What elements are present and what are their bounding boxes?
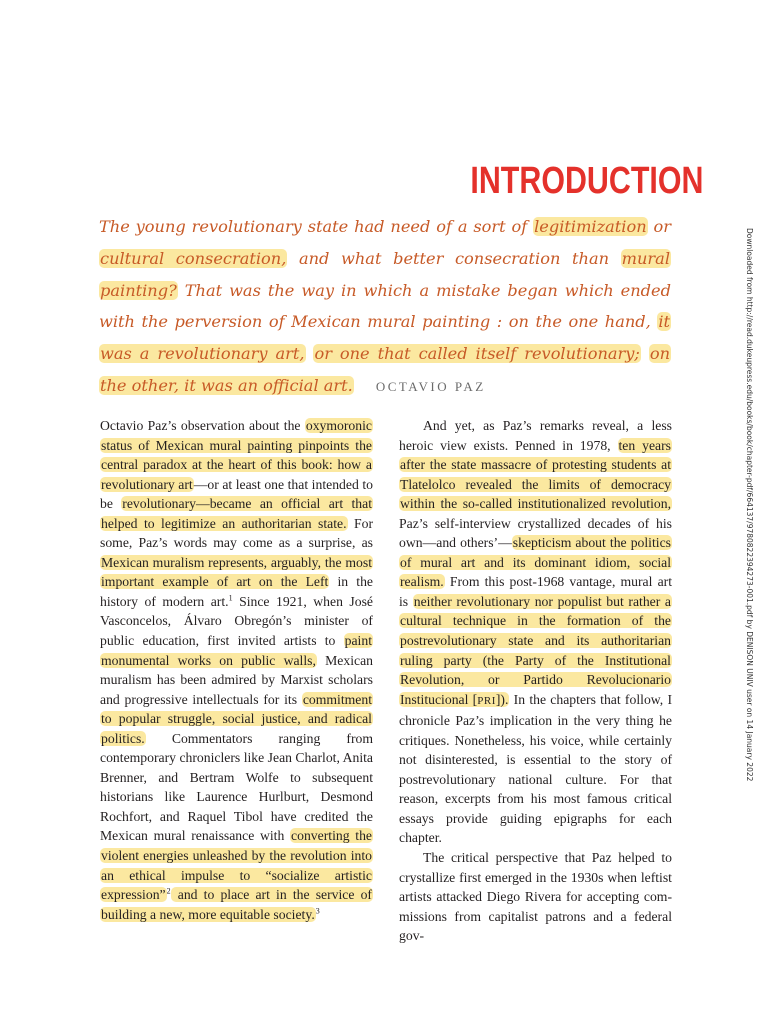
body-text: Mexican muralism has been admired by Marxist scholars and progressive intellectuals for its [100,652,373,707]
highlight: oxymoronic status of Mexican mural painting pinpoints the central paradox at the heart of this book: how a revolutionary art [101,418,372,492]
highlight: cultural consecration, [100,248,287,268]
footnote-marker: 2 [166,886,171,896]
highlight: it was a revolutionary art, [100,312,670,364]
body-column-right [399,416,672,946]
highlight: skepticism about the politics of mural art and its dominant idiom, social realism. [400,535,671,590]
highlight-text: neither revolutionary nor populist but rather a cultural technique in the formation of the postrevolutionary state and its authoritarian ruling party (the Party of the Institutional Revolution, or Partido Revolucionario Institucional [ [400,593,671,707]
body-text: For some, Paz’s words may come as a surprise, as [100,515,374,551]
epigraph-attribution: OCTAVIO PAZ [375,378,486,394]
body-text: Paz’s self-interview crystallized decades of his own—and others’— [399,515,672,551]
highlight: Mexican muralism represents, arguably, the most important example of art on the Left [101,554,372,590]
download-note: Downloaded from http://read.dukeupress.edu/books/book/chapter-pdf/664137/9780822394273-001.pdf by DENISON UNIV user on 14 January 2022 [745,228,754,782]
highlight: commitment to popular struggle, social justice, and radical politics. [101,691,372,746]
highlight: mural painting? [100,248,670,300]
body-text: And yet, as Paz’s remarks reveal, a less heroic view exists. Penned in 1978, [399,418,672,453]
highlight: paint monumental works on public walls, [101,633,372,668]
epigraph-text: or [647,217,671,236]
body-text: Commentators ranging from contemporary chroniclers like Jean Charlot, Anita Brenner, and Bertram Wolfe to subsequent historians like Laurence Hurlburt, Desmond Rochfort, and Raquel Tibol have credited the Mexican mural renaissance with [100,730,373,844]
epigraph-text: and what better consecration than [287,248,621,268]
paragraph [399,416,672,848]
download-watermark [742,228,754,808]
highlight [399,594,672,707]
highlight-text: ]). [495,691,509,707]
highlight: converting the violent energies unleashed by the revolution into an ethical impulse to “socialize artistic expression” [101,828,372,903]
epigraph-text: The young revolutionary state had need of a sort of [99,217,534,236]
footnote-marker: 1 [228,593,233,603]
paragraph [100,416,373,924]
highlight: and to place art in the service of building a new, more equitable society. [101,887,372,922]
paragraph: The critical perspective that Paz helped to crystallize first emerged in the 1930s when leftist artists attacked Diego Rivera for accepting commissions from capitalist patrons and a federal gov- [399,850,672,944]
highlight: ten years after the state massacre of protesting students at Tlatelolco revealed the limits of democracy within the so-called institutionalized revolution, [400,437,671,512]
body-text: From this post-1968 vantage, mural art is [399,574,672,609]
epigraph-text [641,344,649,363]
footnote-marker: 3 [315,906,320,916]
highlight: revolutionary—became an official art that helped to legitimize an authoritarian state. [101,496,372,531]
body-text: Octavio Paz’s observation about the [100,418,305,433]
body-text: Since 1921, when José Vasconcelos, Álvaro Obregón’s minister of public education, first invited artists to [100,593,374,649]
body-text: In the chapters that follow, I chronicle Paz’s implication in the very thing he critiques. Nonetheless, his voice, while certainly not disinterested, is essential to the story of postrevolutionary national culture. For that reason, excerpts from his most famous critical essays provide guiding epigraphs for each chapter. [399,691,673,846]
highlight: on the other, it was an official art. [100,344,671,395]
epigraph-text: That was the way in which a mistake began which ended with the perversion of Mexican mural painting : on the one hand, [99,280,671,332]
body-column-left [100,416,373,924]
highlight: or one that called itself revolutionary; [314,344,640,364]
chapter-title: INTRODUCTION [470,160,704,202]
acronym: PRI [477,694,496,707]
body-text: in the history of modern art. [100,574,373,609]
highlight: legitimization [534,217,647,236]
epigraph [99,211,671,403]
body-text: —or at least one that intended to be [100,476,373,512]
